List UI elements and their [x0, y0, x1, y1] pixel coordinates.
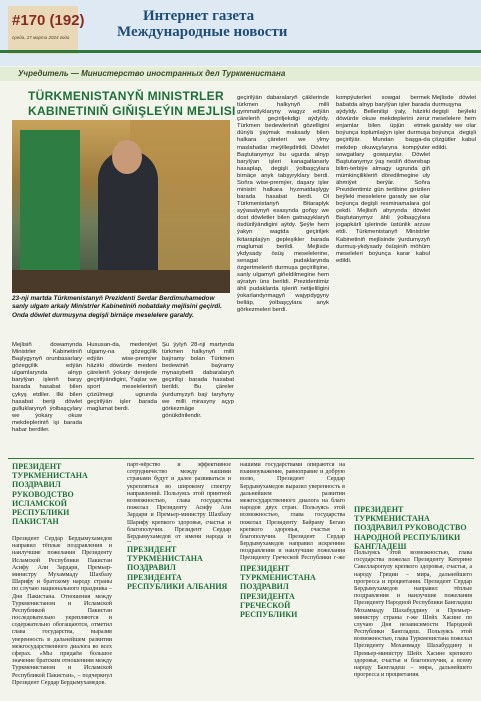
article-heading-pakistan: ПРЕЗИДЕНТ ТУРКМЕНИСТАНА ПОЗДРАВИЛ РУКОВОДСТВО ИСЛАМСКОЙ РЕСПУБЛИКИ ПАКИСТАН — [12, 462, 88, 527]
flag-shape — [20, 130, 80, 280]
masthead — [0, 0, 481, 66]
face-shape — [112, 140, 142, 174]
article-text-bangladesh-top — [354, 462, 472, 502]
article-column-3: Şu ýylyň 28-nji martynda türkmen halkynyň milli baýramy bolan Türkmen bedewiniň baýramy mynasybetli dabaralaryň geçirilişi barada hasabat berildi. Bu çäreler ýurdumyzyň baý taryhyny we milli mirasyny açyp görkezmäge gönükdirilendir. — [162, 342, 234, 419]
issue-number: #170 (192) — [12, 12, 85, 29]
issue-box — [8, 6, 85, 54]
article-column-4: geçirilýän dabaralaryň çäklerinde türkmen halkynyň milli gymmatlyklaryny wagyz edýän çäreleriň geçiriljekdigi aýdyldy. Türkmen bedewleriniň gözelligini dünýä ýaýmak maksady bilen halkara çäreleri we ylmy maslahatlar meýilleşdirildi. Döwlet Baştutanymyz bu ugurda alnyp barylýan işleri kanagatlanarly hasaplap, degişli ýolbaşçylara birnäçe anyk tabşyryklary berdi. Soňra wise-premýer, daşary işler ministri halkara hyzmatdaşlygy barada hasabat berdi. Ol Türkmenistanyň Bitaraplyk syýasatynyň esasynda goňşy we dost döwletler bilen gatnaşyklaryň ösdürilýändigini aýtdy. Şeýle hem ýakyn wagtda geçiriljek ikitaraplaýyn gepleşikler barada maglumat berildi. Mejlisde ykdysady ösüş meselelerine, senagat pudaklarynda özgertmeleriň durmuşa geçirilişine, sanly ulgamyň giňeldilmegine hem aýratyn üns berildi. Prezidentimiz ähli pudaklarda işleriň netijeliligini ýokarlandyrmagyň wajypdygyny belläp, ýolbaşçylara anyk görkezmeleri berdi. — [237, 95, 329, 314]
article-column-5: kompýuterleri sowgat bermek babatda alnyp barylýan işler barada aýdyldy. Bellenilişi ýaly, häzirki döwürde okuw mekdeplerini zerur enjamlar bilen üpjün etmek boýunça toplumlaýyn işler durmuşa geçirilýär. Mundan başga-da mekdep okuwçylaryna kompýuter sowgatlary gowşurylar. Döwlet Baştutanymyz ýaş nesliň döwrebap bilim-terbiýe almagy ugrunda giň mümkinçilikleriň döredilmegine uly ähmiýet berýär. Soňra Prezidentimiz gün tertibine girizilen beýleki meselelere garady we olar boýunça degişli resminamalara gol çekdi. Mejlisiň ahyrynda döwlet Baştutanymyz ähli ýolbaşçylara jogapkärli işlerinde üstünlik arzuw etdi. Türkmenistanyň Ministrler Kabinetiniň mejlisinde ýurdumyzyň durmuş-ykdysady ösüşiniň möhüm meseleleri boýunça karar kabul edildi. — [336, 95, 430, 264]
desk-shape — [12, 270, 230, 293]
newspaper-title-line1: Интернет газета — [143, 8, 255, 24]
article-column-6: Mejlisde döwlet durmuşyna degişli beýleki meselelere hem garaldy we olar boýunça degişli çözgütler kabul edildi. — [432, 95, 476, 151]
president-photo — [12, 120, 230, 293]
article-column-2: Hususan-da, medeniýet ulgamy-na gözegçilik edýän wise-premýer häzirki döwürde medeni çäreleriň ýokary derejede geçirilýändigini, Ýaşlar we sport meseleleriniň çözülmegi ugrunda geçirilýän işler barada maglumat berdi. — [87, 342, 157, 412]
masthead-divider — [0, 50, 481, 53]
issue-date: среда, 27 марта 2024 года — [12, 35, 70, 40]
article-text-pakistan: Президент Сердар Бердымухамедов направил тёплые поздравления и наилучшие пожелания Президенту Исламской Республики Пакистан Асифу Али Зардари, Премьер-министру Мухаммаду Шахбазу Шарифу и братскому народу страны по случаю национального праздника – Дня Пакистана. Отношения между Туркменистаном и Исламской Республикой Пакистан последовательно укрепляются и содержательно обогащаются, отметил глава государства, выразив уверенность в дальнейшем развитии межгосударственного диалога во всех сферах. «Мы придаём большое значение братским отношениям между Туркменистаном и Исламской Республикой Пакистан», – подчеркнул Президент Сердар Бердымухамедов. — [12, 536, 112, 686]
article-text-bangladesh: Пользуясь этой возможностью, глава государства пожелал Президенту Катерине Сакелларопулу крепкого здоровья, счастья, а народу Греции – мира, дальнейшего прогресса и процветания. Президент Сердар Бердымухамедов направил тёплые поздравления и наилучшие пожелания Президенту Народной Республики Бангладеш Мохаммаду Шахабуддину и Премьер-министру страны г-же Шейх Хасине по случаю Дня независимости Народной Республики Бангладеш. Пользуясь этой возможностью, глава Туркменистана пожелал Президенту Мохаммаду Шахабуддину и Премьер-министру Шейх Хасине крепкого здоровья, счастья и благополучия, а всему народу Бангладеш – мира, дальнейшего прогресса и процветания. — [354, 550, 472, 679]
newspaper-title-line2: Международные новости — [117, 24, 288, 40]
founder-text: Учредитель — Министерство иностранных дел Туркменистана — [18, 69, 286, 78]
article-text-albania: парт-нёрство и эффективное сотрудничество между нашими странами будут и далее развиваться и укрепляться во широкому спектру направлений. Пользуясь этой приятной возможностью, глава государства пожелал Президенту Асифу Али Зардари и Премьер-министру Шахбазу Шарифу крепкого здоровья, счастья и благополучия. Президент Сердар Бердымухамедов от имени народа и — [127, 462, 231, 540]
article-heading-greece: ПРЕЗИДЕНТ ТУРКМЕНИСТАНА ПОЗДРАВИЛ ПРЕЗИДЕНТА ГРЕЧЕСКОЙ РЕСПУБЛИКИ — [240, 564, 316, 619]
article-headline-line1: TÜRKMENISTANYŇ MINISTRLER — [28, 89, 224, 103]
article-column-1: Mejlisiň dowamynda Ministrler Kabinetiniň Başlygynyň orunbasarlary gözegçilik edýän ulgamlarynda alnyp barylýan işleriň barşy barada hasabat bilen çykyş etdiler. Ilki bilen hasabat beriji döwlet gulluklarynyň ýolbaşçylary we ýokary okuw mekdepleriniň işi barada habar berdiler. — [12, 342, 82, 433]
photo-caption: 23-nji martda Türkmenistanyň Prezidenti Serdar Berdimuhamedow sanly ulgam arkaly Ministrler Kabinetiniň nobatdaky mejlisini geçirdi. Onda döwlet durmuşyna degişli birnäçe meselelere garaldy. — [12, 295, 222, 319]
article-headline-line2: KABINETINIŇ GIŇIŞLEÝIN MEJLISI — [28, 104, 236, 118]
article-heading-albania: ПРЕЗИДЕНТ ТУРКМЕНИСТАНА ПОЗДРАВИЛ ПРЕЗИДЕНТА РЕСПУБЛИКИ АЛБАНИЯ — [127, 545, 228, 591]
section-divider — [8, 458, 474, 459]
founder-bar — [0, 67, 481, 81]
article-heading-bangladesh: ПРЕЗИДЕНТ ТУРКМЕНИСТАНА ПОЗДРАВИЛ РУКОВОДСТВО НАРОДНОЙ РЕСПУБЛИКИ БАНГЛАДЕШ — [354, 505, 467, 551]
article-text-greece: нашими государствами опираются на взаимоуважение, равноправие и добрую волю, Президент Сердар Бердымухамедов выразил уверенность в дальнейшем развитии межгосударственного диалога на благо народов двух стран. Пользуясь этой возможностью, глава государства пожелал Президенту Байраму Бегаю крепкого здоровья, счастья и благополучия. Президент Сердар Бердымухамедов направил искренние поздравления и наилучшие пожелания Президенту Греческой Республики г-же — [240, 462, 345, 562]
